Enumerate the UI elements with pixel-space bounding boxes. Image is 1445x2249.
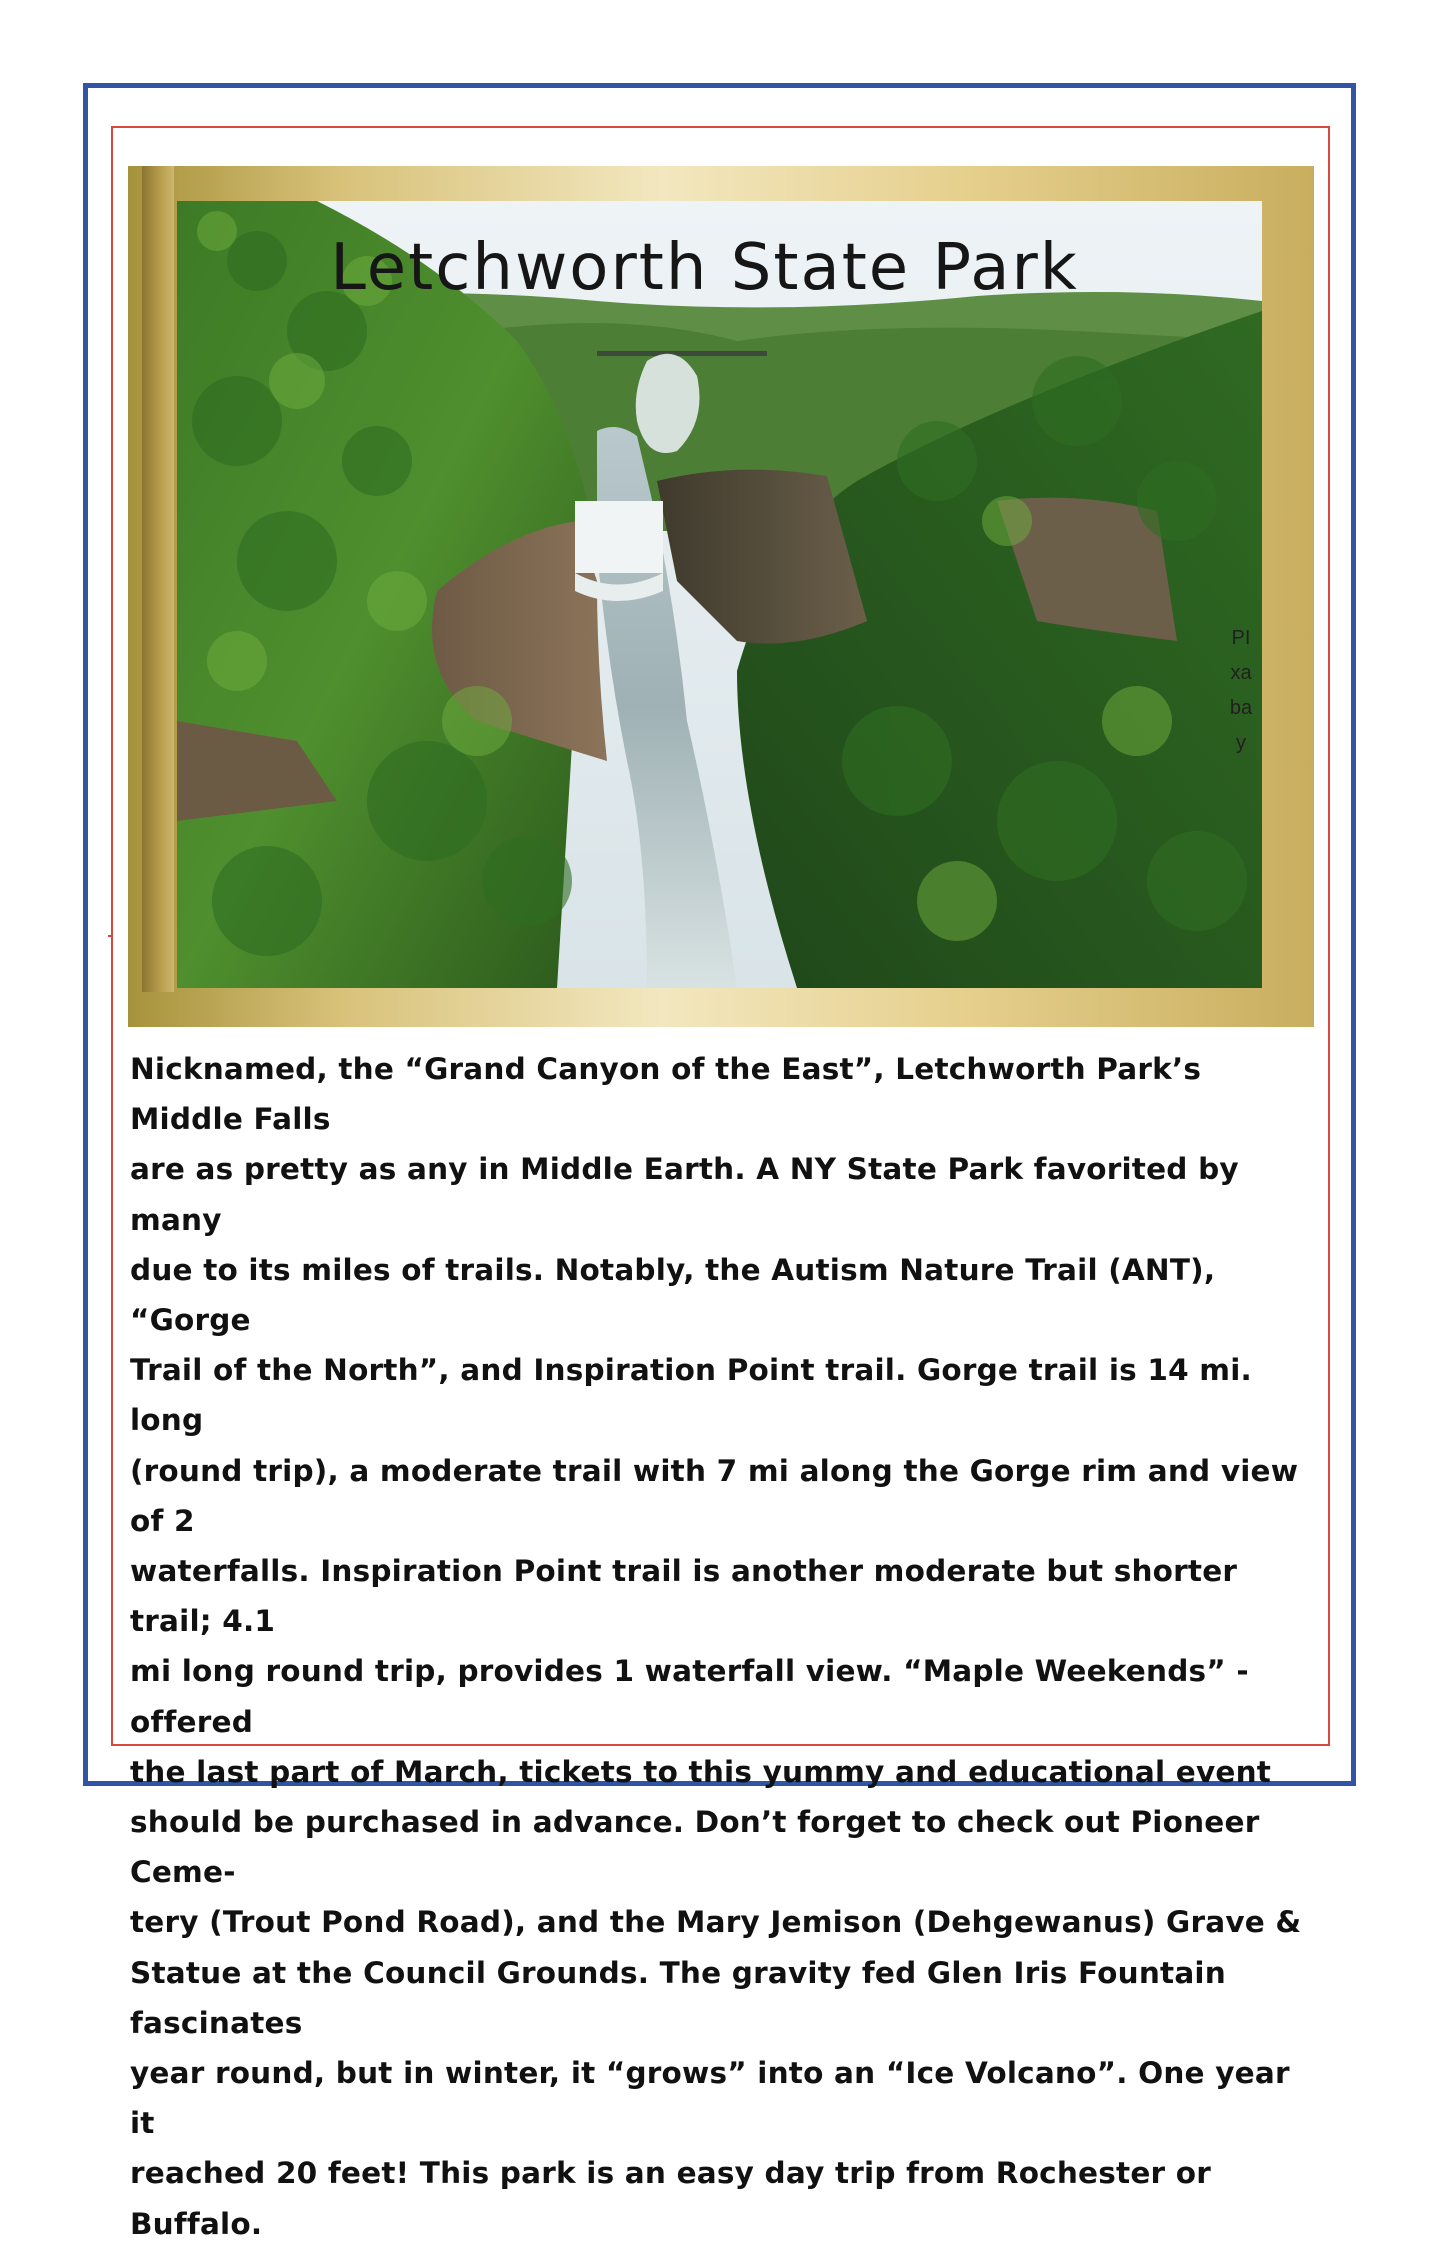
red-mark [108,935,113,937]
waterfall-gorge-photo [177,201,1262,988]
page-title: Letchworth State Park [330,231,1079,305]
park-description: Nicknamed, the “Grand Canyon of the East”, Letchworth Park’s Middle Falls are as pretty as any in Middle Earth. A NY State Park favorited by many due to its miles of trails. Notably, the Autism Nature Trail (ANT), “Gorge Trail of the North”, and Inspiration Point trail. Gorge trail is 14 mi. long (round trip), a moderate trail with 7 mi along the Gorge rim and view of 2 waterfalls. Inspiration Point trail is another moderate but shorter trail; 4.1 mi long round trip, provides 1 waterfall view. “Maple Weekends” -offered the last part of March, tickets to this yummy and educational event should be purchased in advance. Don’t forget to check out Pioneer Ceme- tery (Trout Pond Road), and the Mary Jemison (Dehgewanus) Grave & Statue at the Council Grounds. The gravity fed Glen Iris Fountain fascinates year round, but in winter, it “grows” into an “Ice Volcano”. One year it reached 20 feet! This park is an easy day trip from Rochester or Buffalo. [130,1052,1302,2241]
photo-credit: PIxabay [1229,627,1253,754]
